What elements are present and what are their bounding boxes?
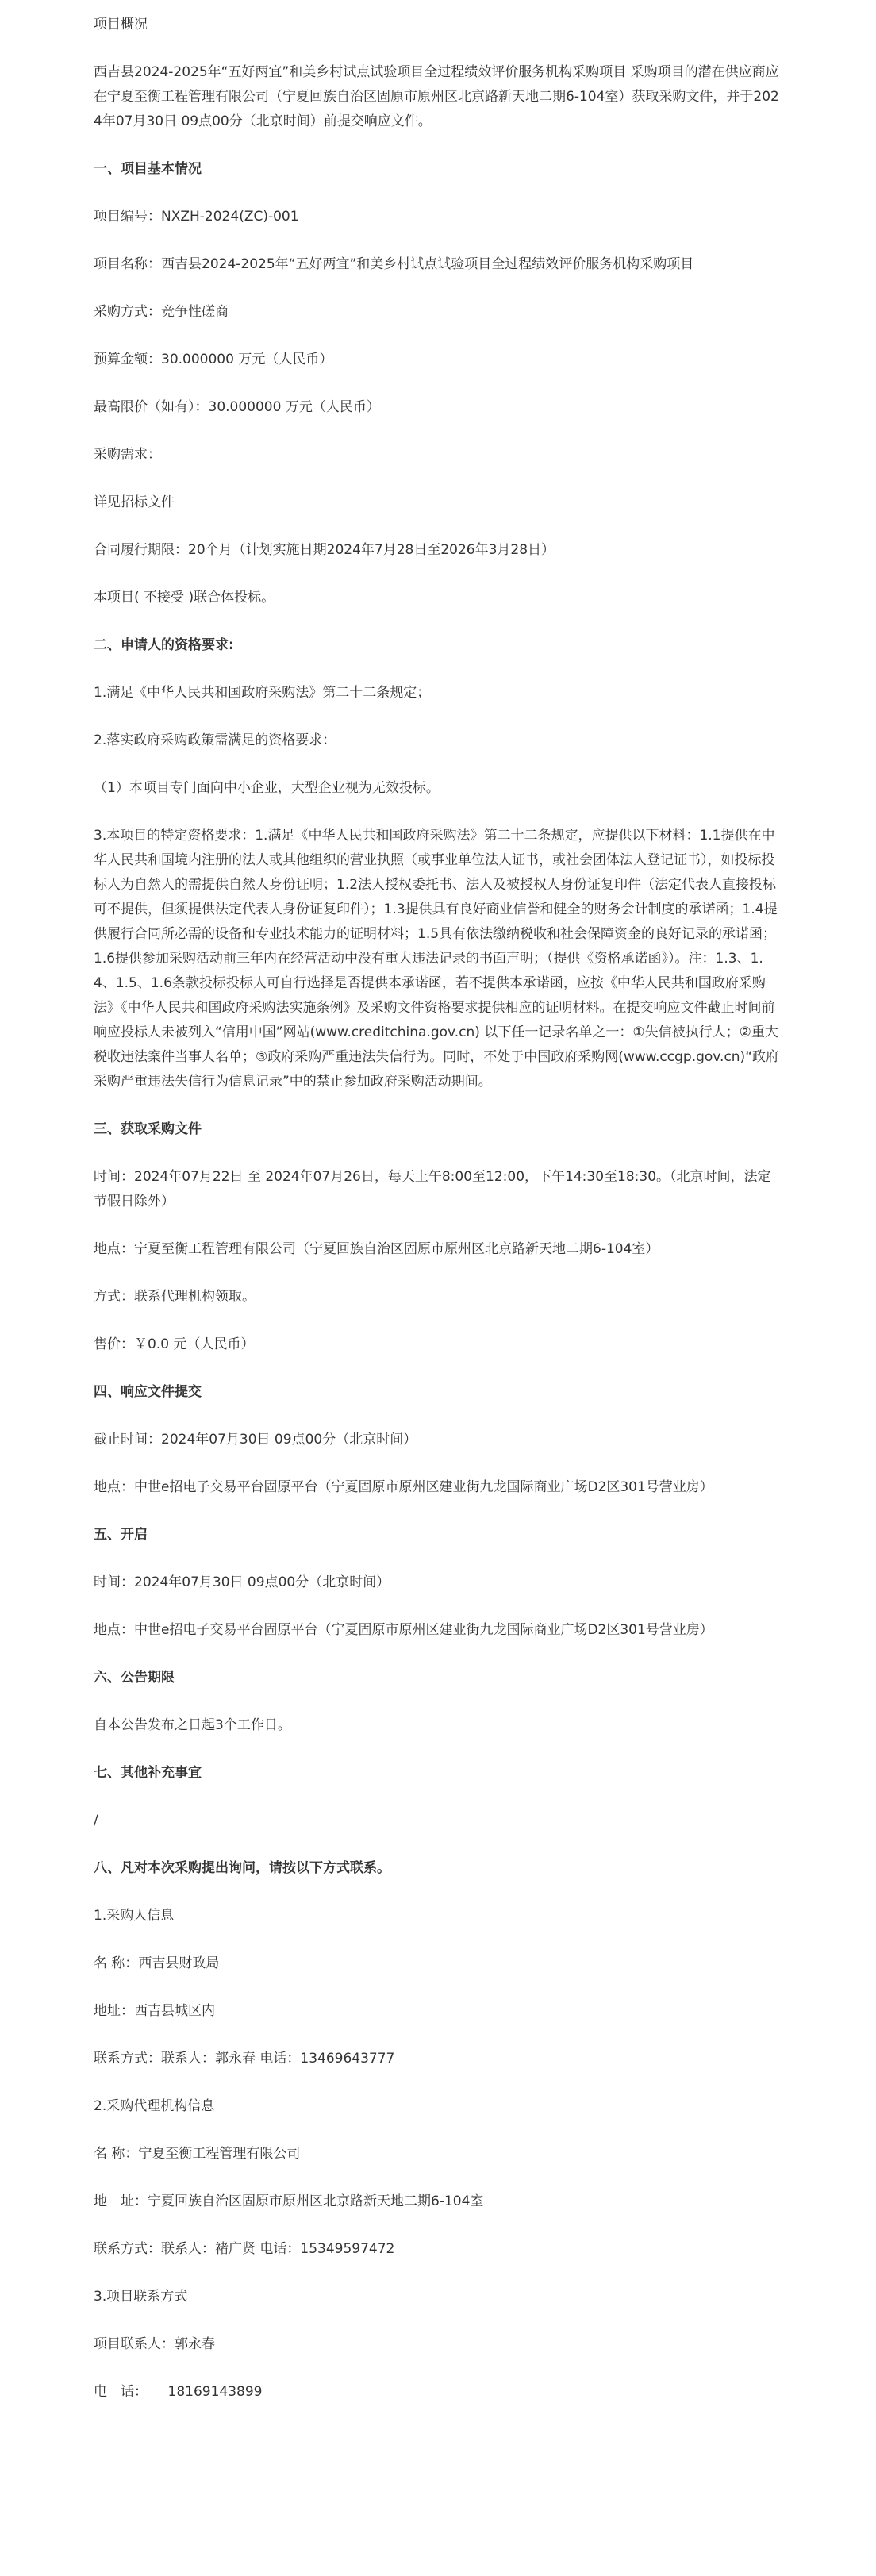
submission-location: 地点：中世e招电子交易平台固原平台（宁夏固原市原州区建业街九龙国际商业广场D2区301号营业房） <box>94 1479 713 1495</box>
purchaser-contact: 联系方式：联系人：郭永春 电话：13469643777 <box>94 2051 395 2067</box>
agency-name: 名 称：宁夏至衡工程管理有限公司 <box>94 2146 301 2162</box>
section-heading-obtain-documents: 三、获取采购文件 <box>94 1121 202 1137</box>
other-matters-value: / <box>94 1813 98 1828</box>
qualification-specific: 3.本项目的特定资格要求：1.满足《中华人民共和国政府采购法》第二十二条规定，应提供以下材料：1.1提供在中华人民共和国境内注册的法人或其他组织的营业执照（或事业单位法人证书，或社会团体法人登记证书），如投标投标人为自然人的需提供自然人身份证明；1.2法人授权委托书、法人及被授权人身份证复印件（法定代表人直接投标可不提供，但须提供法定代表人身份证复印件）；1.3提供具有良好商业信誉和健全的财务会计制度的承诺函；1.4提供履行合同所必需的设备和专业技术能力的证明材料；1.5具有依法缴纳税收和社会保障资金的良好记录的承诺函；1.6提供参加采购活动前三年内在经营活动中没有重大违法记录的书面声明；（提供《资格承诺函》）。注：1.3、1.4、1.5、1.6条款投标投标人可自行选择是否提供本承诺函，若不提供本承诺函，应按《中华人民共和国政府采购法》《中华人民共和国政府采购法实施条例》及采购文件资格要求提供相应的证明材料。在提交响应文件截止时间前响应投标人未被列入“信用中国”网站(www.creditchina.gov.cn) 以下任一记录名单之一：①失信被执行人；②重大税收违法案件当事人名单；③政府采购严重违法失信行为。同时，不处于中国政府采购网(www.ccgp.gov.cn)“政府采购严重违法失信行为信息记录”中的禁止参加政府采购活动期间。 <box>94 828 780 1090</box>
section-heading-submission: 四、响应文件提交 <box>94 1384 202 1400</box>
notice-period-value: 自本公告发布之日起3个工作日。 <box>94 1717 291 1733</box>
section-heading-basic-info: 一、项目基本情况 <box>94 161 202 177</box>
opening-time: 时间：2024年07月30日 09点00分（北京时间） <box>94 1574 390 1590</box>
opening-location: 地点：中世e招电子交易平台固原平台（宁夏固原市原州区建业街九龙国际商业广场D2区301号营业房） <box>94 1622 713 1638</box>
section-heading-contact: 八、凡对本次采购提出询问，请按以下方式联系。 <box>94 1860 390 1876</box>
project-name: 项目名称：西吉县2024-2025年“五好两宜”和美乡村试点试验项目全过程绩效评价服务机构采购项目 <box>94 256 694 272</box>
section-heading-qualifications: 二、申请人的资格要求: <box>94 637 234 653</box>
contract-period: 合同履行期限：20个月（计划实施日期2024年7月28日至2026年3月28日） <box>94 542 555 558</box>
project-number: 项目编号：NXZH-2024(ZC)-001 <box>94 209 299 225</box>
agency-info-label: 2.采购代理机构信息 <box>94 2098 215 2114</box>
qualification-item: 2.落实政府采购政策需满足的资格要求： <box>94 732 336 748</box>
max-price: 最高限价（如有）：30.000000 万元（人民币） <box>94 399 380 415</box>
section-heading-notice-period: 六、公告期限 <box>94 1670 175 1686</box>
obtain-price: 售价：￥0.0 元（人民币） <box>94 1336 255 1352</box>
section-heading-opening: 五、开启 <box>94 1527 148 1543</box>
obtain-time: 时间：2024年07月22日 至 2024年07月26日，每天上午8:00至12:00，下午14:30至18:30。（北京时间，法定节假日除外） <box>94 1169 771 1209</box>
procurement-method: 采购方式：竞争性磋商 <box>94 304 229 320</box>
agency-contact: 联系方式：联系人：褚广贤 电话：15349597472 <box>94 2241 395 2257</box>
overview-text: 西吉县2024-2025年“五好两宜”和美乡村试点试验项目全过程绩效评价服务机构采购项目 采购项目的潜在供应商应在宁夏至衡工程管理有限公司（宁夏回族自治区固原市原州区北京路新天地二期6-104室）获取采购文件，并于2024年07月30日 09点00分（北京时间）前提交响应文件。 <box>94 64 779 129</box>
budget-amount: 预算金额：30.000000 万元（人民币） <box>94 352 333 367</box>
qualification-item: （1）本项目专门面向中小企业，大型企业视为无效投标。 <box>94 780 440 796</box>
purchaser-info-label: 1.采购人信息 <box>94 1908 175 1924</box>
project-contact-label: 3.项目联系方式 <box>94 2289 188 2305</box>
qualification-item: 1.满足《中华人民共和国政府采购法》第二十二条规定； <box>94 685 431 701</box>
procurement-demand-value: 详见招标文件 <box>94 494 175 510</box>
purchaser-address: 地址：西吉县城区内 <box>94 2003 215 2019</box>
submission-deadline: 截止时间：2024年07月30日 09点00分（北京时间） <box>94 1432 417 1448</box>
consortium-note: 本项目( 不接受 )联合体投标。 <box>94 590 275 606</box>
overview-heading: 项目概况 <box>94 17 148 33</box>
project-contact-phone: 电 话： 18169143899 <box>94 2384 263 2400</box>
section-heading-other-matters: 七、其他补充事宜 <box>94 1765 202 1781</box>
project-contact-person: 项目联系人：郭永春 <box>94 2336 215 2352</box>
obtain-method: 方式：联系代理机构领取。 <box>94 1289 256 1305</box>
agency-address: 地 址：宁夏回族自治区固原市原州区北京路新天地二期6-104室 <box>94 2193 484 2209</box>
obtain-location: 地点：宁夏至衡工程管理有限公司（宁夏回族自治区固原市原州区北京路新天地二期6-104室） <box>94 1241 659 1257</box>
procurement-demand-label: 采购需求： <box>94 447 161 463</box>
purchaser-name: 名 称：西吉县财政局 <box>94 1955 220 1971</box>
